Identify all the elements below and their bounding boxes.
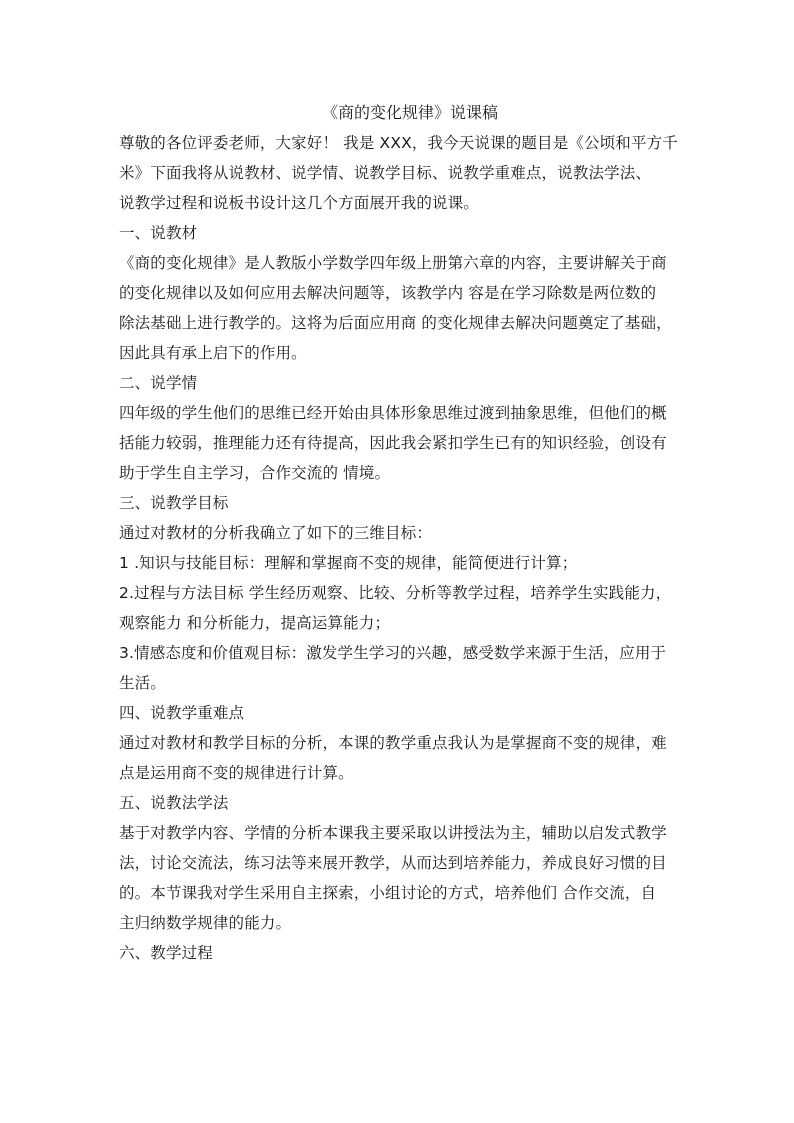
text-line: 五、说教法学法 xyxy=(119,794,229,812)
text-line: 观察能力 和分析能力，提高运算能力； xyxy=(119,614,391,632)
text-line: 尊敬的各位评委老师，大家好！ 我是 XXX，我今天说课的题目是《公顷和平方千 xyxy=(119,134,678,152)
document-title: 《商的变化规律》说课稿 xyxy=(321,103,498,122)
text-line: 《商的变化规律》是人教版小学数学四年级上册第六章的内容，主要讲解关于商 xyxy=(119,254,667,272)
paragraph xyxy=(119,818,679,938)
text-line: 三、说教学目标 xyxy=(119,494,229,512)
text-line: 括能力较弱，推理能力还有待提高，因此我会紧扣学生已有的知识经验，创设有 xyxy=(119,434,667,452)
section-heading xyxy=(119,218,679,248)
text-line: 的变化规律以及如何应用去解决问题等，该教学内 容是在学习除数是两位数的 xyxy=(119,284,657,302)
text-line: 通过对教材的分析我确立了如下的三维目标： xyxy=(119,524,433,542)
text-line: 六、教学过程 xyxy=(119,944,213,962)
paragraph xyxy=(119,518,679,548)
text-line: 因此具有承上启下的作用。 xyxy=(119,344,307,362)
paragraph xyxy=(119,248,679,368)
paragraph xyxy=(119,638,679,698)
text-line: 米》下面我将从说教材、说学情、说教学目标、说教学重难点，说教法学法、 xyxy=(119,164,652,182)
paragraph xyxy=(119,728,679,788)
text-line: 四年级的学生他们的思维已经开始由具体形象思维过渡到抽象思维，但他们的概 xyxy=(119,404,667,422)
text-line: 生活。 xyxy=(119,674,166,692)
paragraph xyxy=(119,128,679,218)
section-heading xyxy=(119,488,679,518)
text-line: 四、说教学重难点 xyxy=(119,704,245,722)
text-line: 主归纳数学规律的能力。 xyxy=(119,914,292,932)
document-body xyxy=(119,98,679,968)
paragraph xyxy=(119,398,679,488)
text-line: 2.过程与方法目标 学生经历观察、比较、分析等教学过程，培养学生实践能力， xyxy=(119,584,672,602)
section-heading xyxy=(119,368,679,398)
text-line: 3.情感态度和价值观目标：激发学生学习的兴趣，感受数学来源于生活，应用于 xyxy=(119,644,667,662)
text-line: 点是运用商不变的规律进行计算。 xyxy=(119,764,354,782)
text-line: 基于对教学内容、学情的分析本课我主要采取以讲授法为主，辅助以启发式教学 xyxy=(119,824,667,842)
document-blocks xyxy=(119,128,679,968)
section-heading xyxy=(119,788,679,818)
paragraph xyxy=(119,578,679,638)
text-line: 说教学过程和说板书设计这几个方面展开我的说课。 xyxy=(119,194,479,212)
text-line: 除法基础上进行教学的。这将为后面应用商 的变化规律去解决问题奠定了基础， xyxy=(119,314,672,332)
text-line: 1 .知识与技能目标：理解和掌握商不变的规律，能简便进行计算； xyxy=(119,554,578,572)
section-heading xyxy=(119,938,679,968)
section-heading xyxy=(119,698,679,728)
text-line: 通过对教材和教学目标的分析，本课的教学重点我认为是掌握商不变的规律，难 xyxy=(119,734,667,752)
text-line: 助于学生自主学习，合作交流的 情境。 xyxy=(119,464,391,482)
text-line: 二、说学情 xyxy=(119,374,198,392)
text-line: 一、说教材 xyxy=(119,224,198,242)
paragraph xyxy=(119,548,679,578)
text-line: 法，讨论交流法，练习法等来展开教学，从而达到培养能力，养成良好习惯的目 xyxy=(119,854,667,872)
text-line: 的。本节课我对学生采用自主探索，小组讨论的方式，培养他们 合作交流，自 xyxy=(119,884,657,902)
